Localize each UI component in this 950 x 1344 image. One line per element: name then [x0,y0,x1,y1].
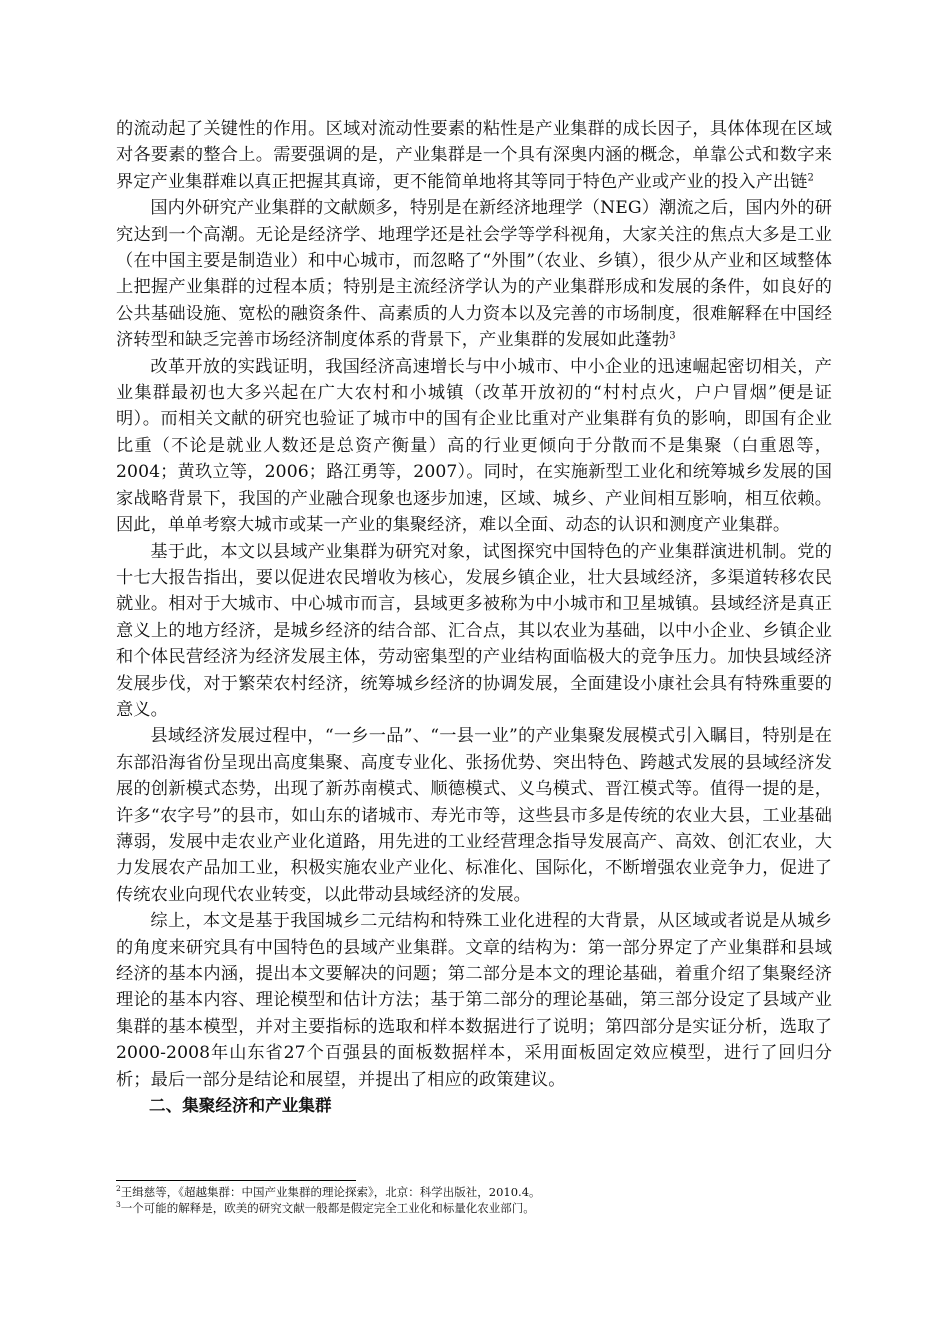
footnote-mark: 3 [116,1200,121,1210]
footnote-ref[interactable]: 2 [807,172,814,184]
paragraph-text: 改革开放的实践证明，我国经济高速增长与中小城市、中小企业的迅速崛起密切相关，产业集群最初也大多兴起在广大农村和小城镇（改革开放初的“村村点火，户户冒烟”便是证明）。而相关文献的研究也验证了城市中的国有企业比重对产业集群有负的影响，即国有企业比重（不论是就业人数还是总资产衡量）高的行业更倾向于分散而不是集聚（白重恩等，2004；黄玖立等，2006；路江勇等，2007）。同时，在实施新型工业化和统筹城乡发展的国家战略背景下，我国的产业融合现象也逐步加速，区域、城乡、产业间相互影响，相互依赖。因此，单单考察大城市或某一产业的集聚经济，难以全面、动态的认识和测度产业集群。 [116,356,832,536]
paragraph-text: 县域经济发展过程中，“一乡一品”、“一县一业”的产业集聚发展模式引入瞩目，特别是在东部沿海省份呈现出高度集聚、高度专业化、张扬优势、突出特色、跨越式发展的县域经济发展的创新模式态势，出现了新苏南模式、顺德模式、义乌模式、晋江模式等。值得一提的是，许多“农字号”的县市，如山东的诸城市、寿光市等，这些县市多是传统的农业大县，工业基础薄弱，发展中走农业产业化道路，用先进的工业经营理念指导发展高产、高效、创汇农业，大力发展农产品加工业，积极实施农业产业化、标准化、国际化，不断增强农业竞争力，促进了传统农业向现代农业转变，以此带动县域经济的发展。 [116,726,832,905]
footnote-text: 一个可能的解释是，欧美的研究文献一般都是假定完全工业化和标量化农业部门。 [120,1201,535,1215]
body-text [116,116,832,1119]
footnote [116,1200,832,1216]
paragraph [116,195,832,353]
footnote-divider [116,1180,356,1181]
footnote [116,1184,832,1200]
footnote-ref[interactable]: 3 [669,330,676,342]
paragraph [116,116,832,195]
paragraph [116,539,832,724]
paragraph-text: 基于此，本文以县域产业集群为研究对象，试图探究中国特色的产业集群演进机制。党的十七大报告指出，要以促进农民增收为核心，发展乡镇企业，壮大县域经济，多渠道转移农民就业。相对于大城市、中心城市而言，县域更多被称为中小城市和卫星城镇。县域经济是真正意义上的地方经济，是城乡经济的结合部、汇合点，其以农业为基础，以中小企业、乡镇企业和个体民营经济为经济发展主体，劳动密集型的产业结构面临极大的竞争压力。加快县域经济发展步伐，对于繁荣农村经济，统筹城乡经济的协调发展，全面建设小康社会具有特殊重要的意义。 [116,541,832,720]
paragraph-text: 的流动起了关键性的作用。区域对流动性要素的粘性是产业集群的成长因子，具体体现在区域对各要素的整合上。需要强调的是，产业集群是一个具有深奥内涵的概念，单靠公式和数字来界定产业集群难以真正把握其真谛，更不能简单地将其等同于特色产业或产业的投入产出链 [116,119,832,192]
footnotes [116,1184,832,1216]
paragraph-text: 国内外研究产业集群的文献颇多，特别是在新经济地理学（NEG）潮流之后，国内外的研究达到一个高潮。无论是经济学、地理学还是社会学等学科视角，大家关注的焦点大多是工业（在中国主要是制造业）和中心城市，而忽略了“外围”（农业、乡镇），很少从产业和区域整体上把握产业集群的过程本质；特别是主流经济学认为的产业集群形成和发展的条件，如良好的公共基础设施、宽松的融资条件、高素质的人力资本以及完善的市场制度，很难解释在中国经济转型和缺乏完善市场经济制度体系的背景下，产业集群的发展如此蓬勃 [116,198,832,351]
footnote-text: 王缉慈等，《超越集群：中国产业集群的理论探索》，北京：科学出版社，2010.4。 [120,1185,541,1199]
paragraph [116,908,832,1093]
paragraph-text: 综上，本文是基于我国城乡二元结构和特殊工业化进程的大背景，从区域或者说是从城乡的角度来研究具有中国特色的县域产业集群。文章的结构为：第一部分界定了产业集群和县域经济的基本内涵，提出本文要解决的问题；第二部分是本文的理论基础，着重介绍了集聚经济理论的基本内容、理论模型和估计方法；基于第二部分的理论基础，第三部分设定了县域产业集群的基本模型，并对主要指标的选取和样本数据进行了说明；第四部分是实证分析，选取了2000-2008年山东省27个百强县的面板数据样本，采用面板固定效应模型，进行了回归分析；最后一部分是结论和展望，并提出了相应的政策建议。 [116,911,832,1090]
paragraph [116,354,832,539]
footnote-mark: 2 [116,1184,121,1194]
section-heading: 二、集聚经济和产业集群 [149,1096,332,1116]
paragraph [116,723,832,908]
